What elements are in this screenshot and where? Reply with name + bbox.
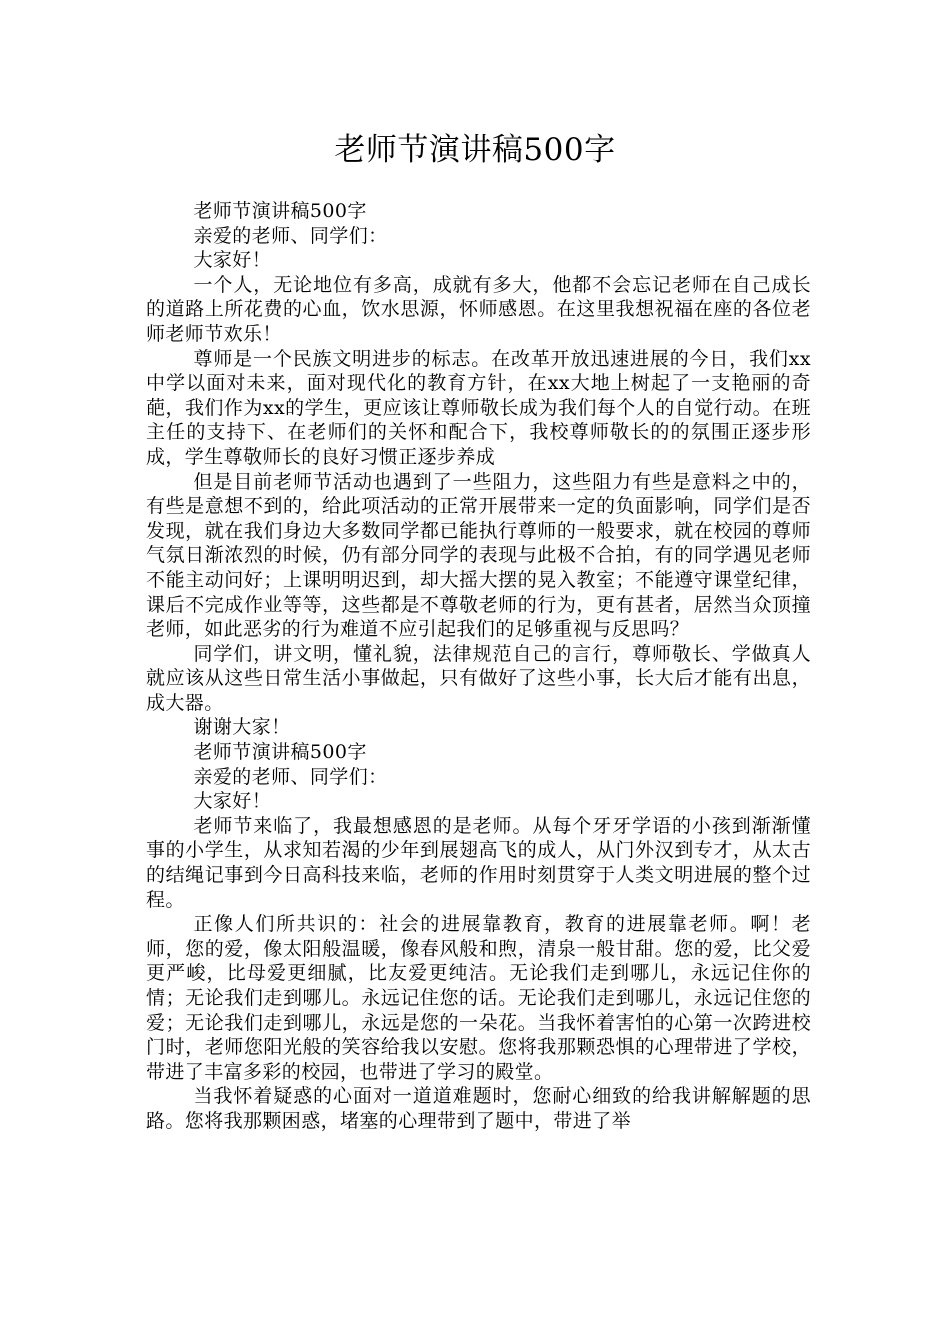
paragraph: 一个人，无论地位有多高，成就有多大，他都不会忘记老师在自己成长的道路上所花费的心血，饮水思源，怀师感恩。在这里我想祝福在座的各位老师老师节欢乐！	[146, 273, 811, 345]
paragraph: 但是目前老师节活动也遇到了一些阻力，这些阻力有些是意料之中的，有些是意想不到的，给此项活动的正常开展带来一定的负面影响，同学们是否发现，就在我们身边大多数同学都已能执行尊师的一般要求，就在校园的尊师气氛日渐浓烈的时候，仍有部分同学的表现与此极不合拍，有的同学遇见老师不能主动问好；上课明明迟到，却大摇大摆的晃入教室；不能遵守课堂纪律，课后不完成作业等等，这些都是不尊敬老师的行为，更有甚者，居然当众顶撞老师，如此恶劣的行为难道不应引起我们的足够重视与反思吗？	[146, 470, 811, 641]
paragraph-heading: 老师节演讲稿500字	[193, 200, 367, 222]
paragraph: 正像人们所共识的：社会的进展靠教育，教育的进展靠老师。啊！老师，您的爱，像太阳般温暖，像春风般和煦，清泉一般甘甜。您的爱，比父爱更严峻，比母爱更细腻，比友爱更纯洁。无论我们走到哪儿，永远记住你的情；无论我们走到哪儿。永远记住您的话。无论我们走到哪儿，永远记住您的爱；无论我们走到哪儿，永远是您的一朵花。当我怀着害怕的心第一次跨进校门时，老师您阳光般的笑容给我以安慰。您将我那颗恐惧的心理带进了学校，带进了丰富多彩的校园，也带进了学习的殿堂。	[146, 913, 811, 1083]
document-title: 老师节演讲稿500字	[334, 132, 616, 168]
document-body	[146, 199, 811, 1134]
paragraph: 老师节来临了，我最想感恩的是老师。从每个牙牙学语的小孩到渐渐懂事的小学生，从求知若渴的少年到展翅高飞的成人，从门外汉到专才，从太古的结绳记事到今日高科技来临，老师的作用时刻贯穿于人类文明进展的整个过程。	[146, 814, 811, 911]
paragraph: 尊师是一个民族文明进步的标志。在改革开放迅速进展的今日，我们xx中学以面对未来，面对现代化的教育方针，在xx大地上树起了一支艳丽的奇葩，我们作为xx的学生，更应该让尊师敬长成为我们每个人的自觉行动。在班主任的支持下、在老师们的关怀和配合下，我校尊师敬长的的氛围正逐步形成，学生尊敬师长的良好习惯正逐步养成	[146, 347, 811, 468]
paragraph-greeting: 亲爱的老师、同学们：	[193, 224, 388, 247]
paragraph: 同学们，讲文明，懂礼貌，法律规范自己的言行，尊师敬长、学做真人就应该从这些日常生活小事做起，只有做好了这些小事，长大后才能有出息，成大器。	[146, 642, 811, 714]
paragraph: 当我怀着疑惑的心面对一道道难题时，您耐心细致的给我讲解解题的思路。您将我那颗困惑，堵塞的心理带到了题中，带进了举	[146, 1085, 811, 1132]
paragraph-greeting: 亲爱的老师、同学们：	[193, 765, 388, 788]
paragraph-thanks: 谢谢大家！	[193, 716, 291, 739]
paragraph-hello: 大家好！	[193, 790, 272, 813]
paragraph-heading: 老师节演讲稿500字	[193, 741, 367, 764]
paragraph-hello: 大家好！	[193, 249, 272, 272]
